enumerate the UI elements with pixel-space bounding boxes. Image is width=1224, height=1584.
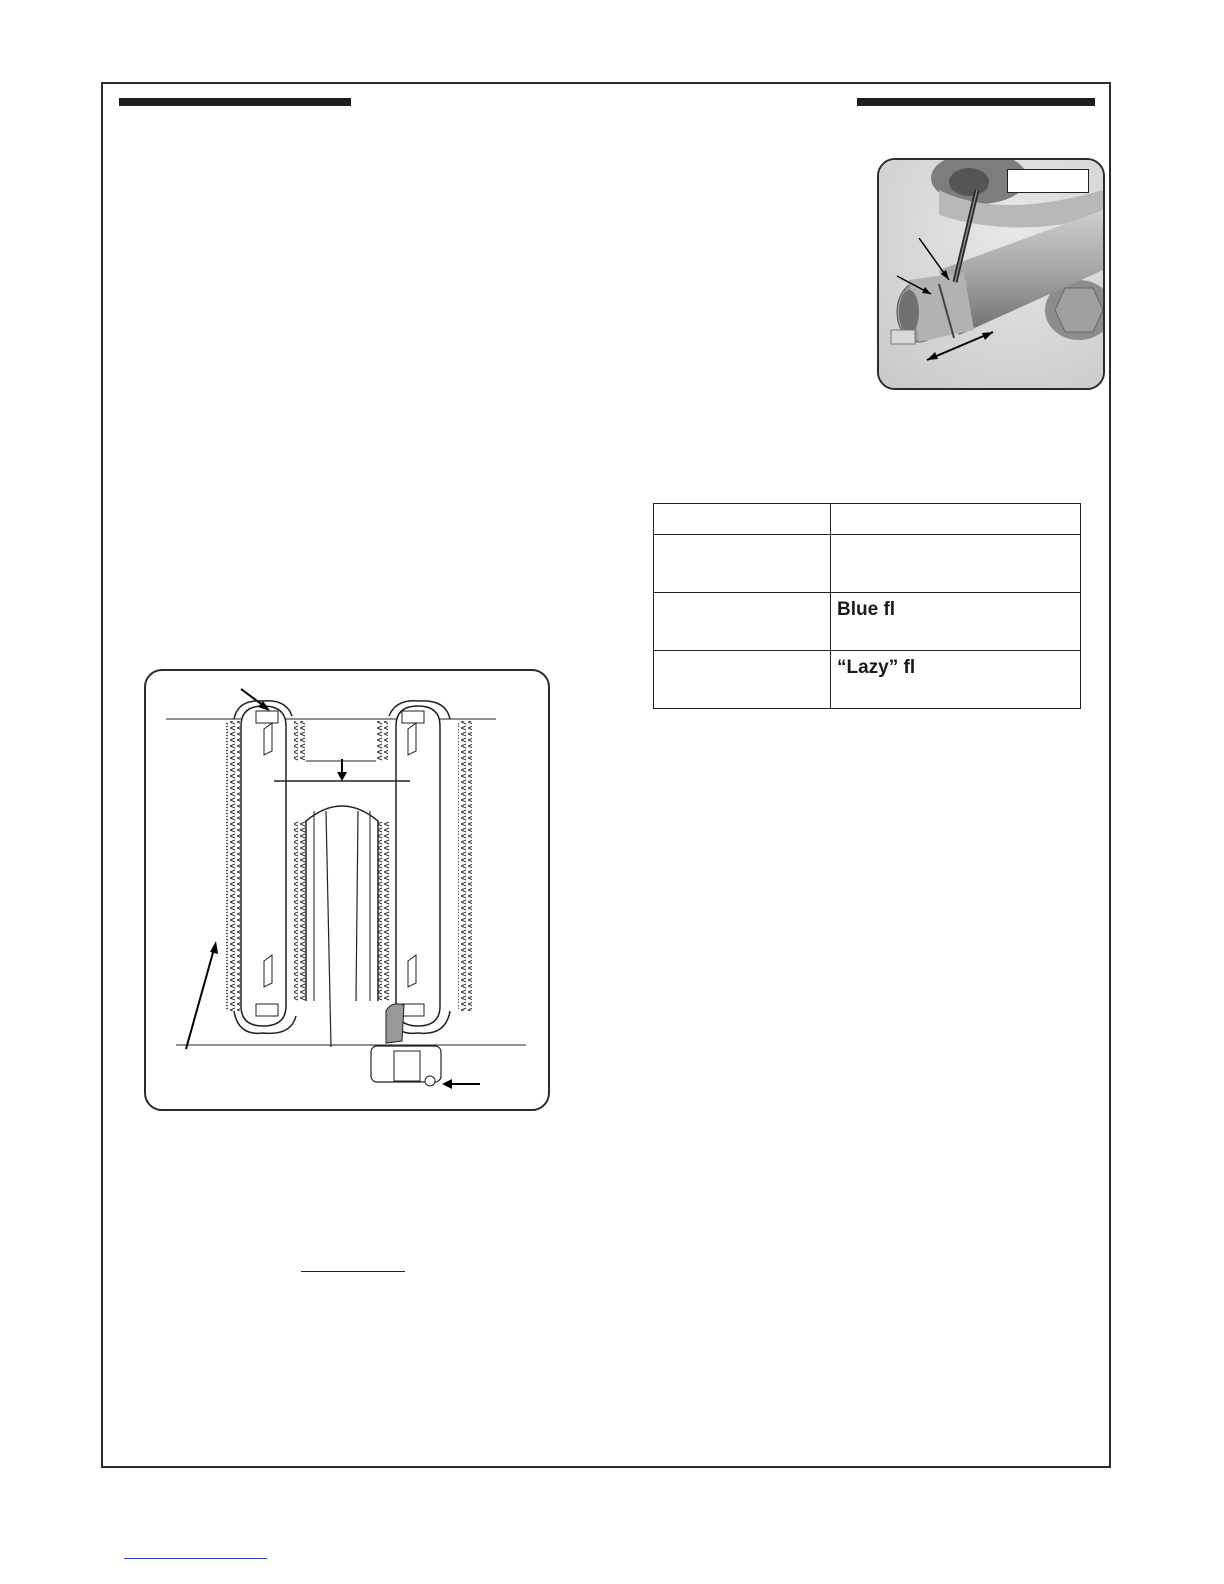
underline-blank <box>301 1271 405 1272</box>
table-cell: Blue fl <box>831 593 1081 651</box>
table-cell <box>831 535 1081 593</box>
header-rule-right <box>857 98 1095 106</box>
table-cell <box>654 535 831 593</box>
table-cell <box>654 593 831 651</box>
table-cell <box>654 651 831 709</box>
footer-link-underline[interactable] <box>124 1558 267 1559</box>
header-rule-left <box>119 98 351 106</box>
flame-table <box>653 503 1081 709</box>
photo-figure-label <box>1007 169 1089 193</box>
burner-diagram <box>144 669 550 1111</box>
table-row <box>654 504 1081 535</box>
table-cell <box>831 504 1081 535</box>
table-cell: “Lazy” fl <box>831 651 1081 709</box>
table-row <box>654 651 1081 709</box>
table-row <box>654 593 1081 651</box>
table-row <box>654 535 1081 593</box>
table-cell <box>654 504 831 535</box>
